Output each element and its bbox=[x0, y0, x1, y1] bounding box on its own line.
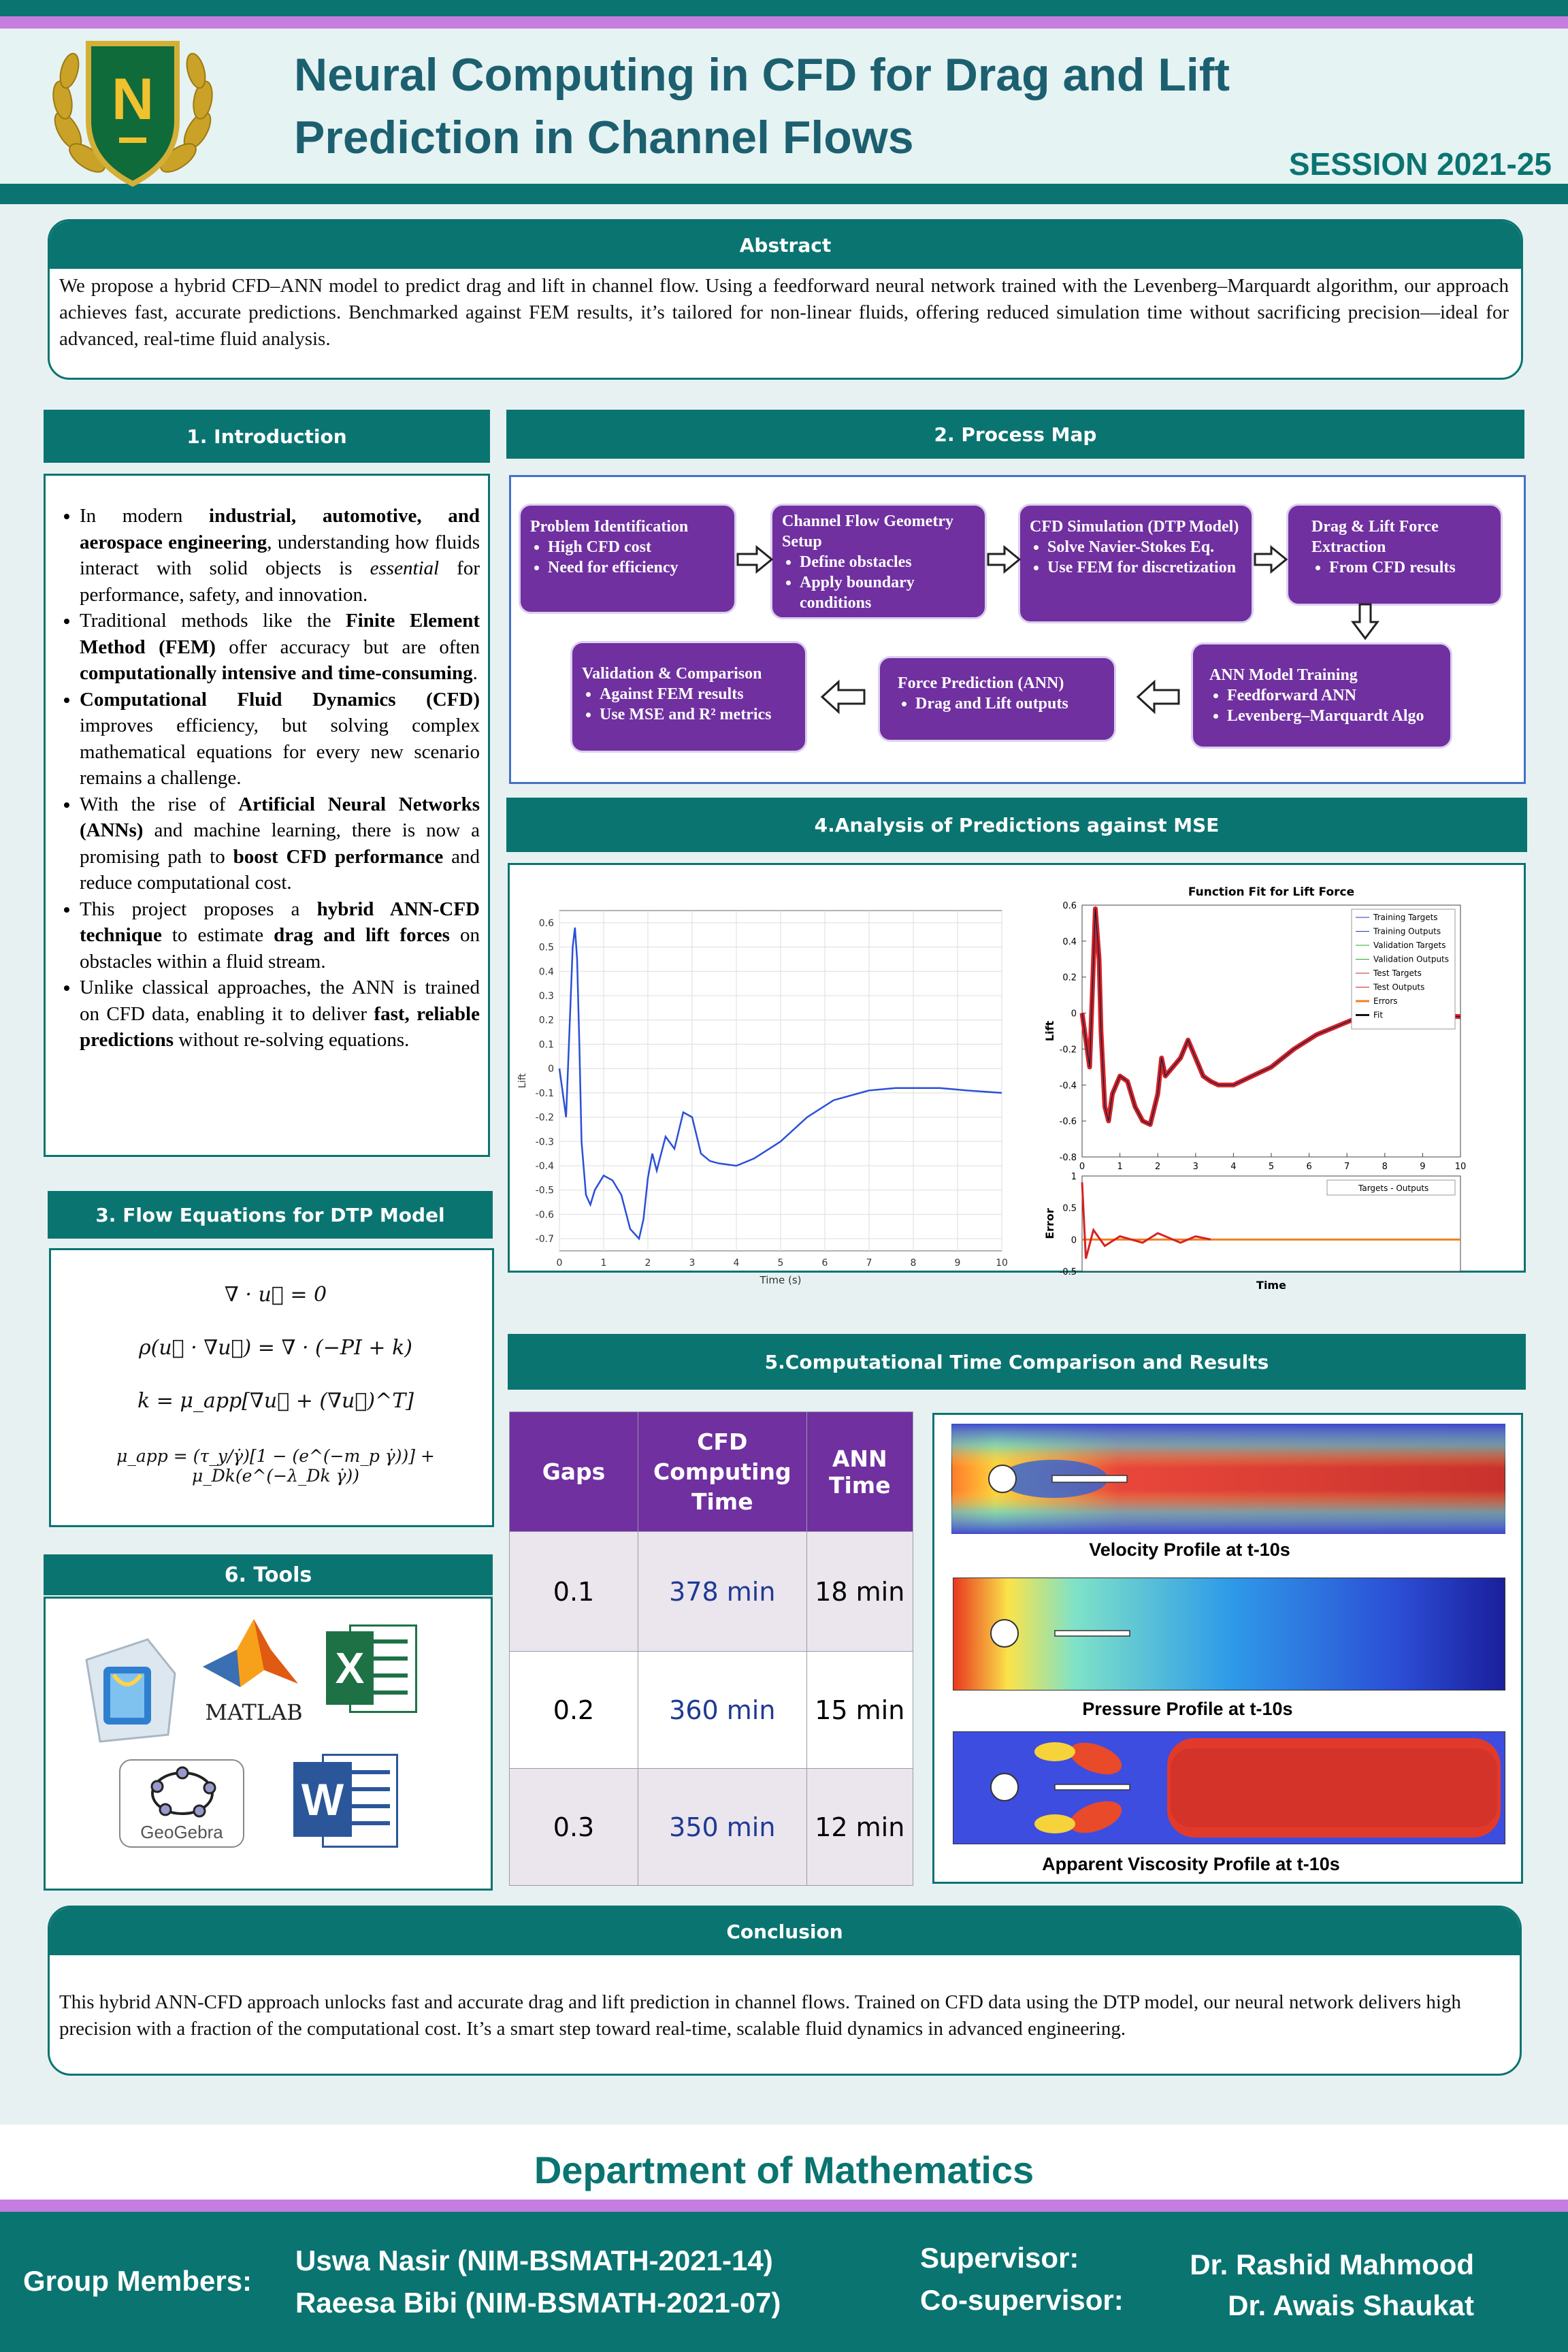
process-bullet: • Use FEM for discretization bbox=[1047, 557, 1245, 578]
process-box-title: Channel Flow Geometry Setup bbox=[782, 512, 953, 551]
cell-cfd: 350 min bbox=[638, 1769, 807, 1886]
viscosity-caption: Apparent Viscosity Profile at t-10s bbox=[1042, 1854, 1340, 1874]
cosupervisor-label: Co-supervisor: bbox=[920, 2284, 1124, 2316]
process-bullet: • Levenberg–Marquardt Algo bbox=[1227, 706, 1443, 726]
table-header-gaps: Gaps bbox=[510, 1412, 638, 1532]
x-tick-label: 4 bbox=[733, 1258, 740, 1269]
group-members-label: Group Members: bbox=[23, 2265, 252, 2297]
process-box-title: Force Prediction (ANN) bbox=[898, 674, 1064, 692]
intro-item: • Computational Fluid Dynamics (CFD) improves efficiency, but solving complex mathematical equations for every new scenario remains a challenge. bbox=[80, 687, 480, 791]
tools-title: 6. Tools bbox=[44, 1554, 493, 1595]
title-line-1: Neural Computing in CFD for Drag and Lift bbox=[294, 49, 1230, 101]
cell-cfd: 378 min bbox=[638, 1532, 807, 1652]
error-y-tick-label: 0.5 bbox=[1062, 1203, 1077, 1214]
x-tick-label: 7 bbox=[1344, 1162, 1350, 1172]
process-bullet: • Define obstacles bbox=[800, 552, 978, 572]
y-tick-label: -0.5 bbox=[535, 1185, 554, 1196]
x-tick-label: 5 bbox=[777, 1258, 784, 1269]
legend-item: Test Outputs bbox=[1373, 982, 1425, 992]
x-tick-label: 0 bbox=[1079, 1162, 1085, 1172]
function-fit-chart bbox=[1032, 878, 1481, 1300]
x-tick-label: 2 bbox=[644, 1258, 651, 1269]
process-box-title: Problem Identification bbox=[530, 518, 689, 536]
x-tick-label: 10 bbox=[996, 1258, 1008, 1269]
conclusion-title: Conclusion bbox=[50, 1908, 1520, 1955]
intro-item: • This project proposes a hybrid ANN-CFD technique to estimate drag and lift forces on obstacles within a fluid stream. bbox=[80, 896, 480, 975]
legend-item: Errors bbox=[1373, 996, 1398, 1006]
equation-viscosity: μ_app = (τ_y/γ̇)[1 − (e^(−m_p γ̇))] + μ_Dk(e^(−λ_Dk γ̇)) bbox=[116, 1446, 435, 1486]
abstract-title: Abstract bbox=[50, 221, 1521, 269]
x-tick-label: 8 bbox=[910, 1258, 917, 1269]
x-tick-label: 3 bbox=[689, 1258, 696, 1269]
x-tick-label: 9 bbox=[1420, 1162, 1426, 1172]
pressure-caption: Pressure Profile at t-10s bbox=[1082, 1699, 1293, 1719]
y-tick-label: 0.2 bbox=[1062, 973, 1077, 983]
title-line-2: Prediction in Channel Flows bbox=[294, 112, 914, 163]
process-box-title: ANN Model Training bbox=[1209, 666, 1358, 684]
table-row bbox=[510, 1769, 913, 1886]
x-tick-label: 8 bbox=[1382, 1162, 1388, 1172]
y-tick-label: 0 bbox=[548, 1064, 554, 1075]
member-1: Uswa Nasir (NIM-BSMATH-2021-14) bbox=[295, 2244, 773, 2276]
geogebra-label: GeoGebra bbox=[140, 1822, 223, 1842]
legend-item: Fit bbox=[1373, 1010, 1384, 1020]
process-bullet: • Solve Navier-Stokes Eq. bbox=[1047, 537, 1245, 557]
x-axis-label: Time bbox=[1256, 1279, 1286, 1292]
error-axis-label: Error bbox=[1043, 1208, 1056, 1239]
x-tick-label: 2 bbox=[1155, 1162, 1161, 1172]
velocity-caption: Velocity Profile at t-10s bbox=[1089, 1539, 1290, 1560]
x-tick-label: 1 bbox=[1117, 1162, 1123, 1172]
y-axis-label: Lift bbox=[517, 1073, 528, 1088]
x-axis-label: Time (s) bbox=[760, 1274, 802, 1286]
y-tick-label: -0.1 bbox=[535, 1088, 554, 1099]
legend-item: Validation Outputs bbox=[1373, 954, 1450, 964]
y-tick-label: -0.6 bbox=[1059, 1117, 1077, 1128]
y-tick-label: -0.8 bbox=[1059, 1153, 1077, 1163]
arrow-left-icon bbox=[1138, 682, 1179, 712]
y-tick-label: 0.4 bbox=[1062, 936, 1077, 947]
process-bullet: • From CFD results bbox=[1329, 557, 1494, 578]
conclusion-panel bbox=[48, 1906, 1522, 2076]
viscosity-profile-image bbox=[953, 1731, 1505, 1844]
y-tick-label: 0.3 bbox=[538, 991, 554, 1002]
table-row bbox=[510, 1532, 913, 1652]
lift-time-chart bbox=[512, 897, 1015, 1305]
excel-letter: X bbox=[326, 1631, 374, 1705]
process-bullet: • Use MSE and R² metrics bbox=[600, 704, 798, 725]
y-tick-label: -0.4 bbox=[1059, 1081, 1077, 1092]
table-header-cfd: CFD Computing Time bbox=[638, 1412, 807, 1532]
table-header-ann: ANN Time bbox=[806, 1412, 913, 1532]
legend-item: Validation Targets bbox=[1373, 941, 1446, 950]
comsol-icon bbox=[73, 1633, 182, 1748]
intro-item: • Traditional methods like the Finite Element Method (FEM) offer accuracy but are often computationally intensive and time-consuming. bbox=[80, 608, 480, 687]
results-table-wrapper bbox=[509, 1411, 913, 1886]
arrow-down-icon bbox=[1353, 604, 1377, 638]
error-y-tick-label: 1 bbox=[1071, 1172, 1077, 1182]
x-tick-label: 6 bbox=[821, 1258, 828, 1269]
process-arrows bbox=[0, 0, 1568, 817]
y-tick-label: 0.4 bbox=[538, 966, 554, 978]
analysis-title: 4.Analysis of Predictions against MSE bbox=[506, 798, 1527, 852]
x-tick-label: 0 bbox=[556, 1258, 563, 1269]
arrow-left-icon bbox=[822, 682, 864, 712]
y-tick-label: 0.5 bbox=[538, 942, 554, 953]
equation-stress: k = μ_app[∇u⃗ + (∇u⃗)^T] bbox=[137, 1389, 414, 1413]
x-tick-label: 5 bbox=[1268, 1162, 1275, 1172]
results-table bbox=[509, 1411, 913, 1886]
process-bullet: • Need for efficiency bbox=[548, 557, 728, 578]
logo-letter: N bbox=[111, 67, 154, 132]
results-title: 5.Computational Time Comparison and Results bbox=[508, 1334, 1526, 1390]
y-axis-label: Lift bbox=[1043, 1020, 1056, 1042]
y-tick-label: -0.2 bbox=[535, 1112, 554, 1124]
y-tick-label: 0.1 bbox=[538, 1039, 554, 1051]
process-bullet: • Drag and Lift outputs bbox=[915, 693, 1107, 714]
x-tick-label: 1 bbox=[600, 1258, 607, 1269]
tools-panel bbox=[44, 1597, 493, 1891]
cell-ann: 18 min bbox=[806, 1532, 913, 1652]
process-bullet: • Feedforward ANN bbox=[1227, 685, 1443, 706]
intro-title: 1. Introduction bbox=[44, 410, 490, 463]
abstract-text: We propose a hybrid CFD–ANN model to predict drag and lift in channel flow. Using a feedforward neural network trained with the Levenberg–Marquardt algorithm, our approach achieves fast, accurate predictions. Benchmarked against FEM results, it’s tailored for non-linear fluids, offering reduced simulation time without sacrificing precision—ideal for advanced, real-time fluid analysis. bbox=[59, 275, 1509, 350]
supervisor-label: Supervisor: bbox=[920, 2242, 1079, 2274]
legend-item: Training Outputs bbox=[1373, 926, 1441, 936]
arrow-right-icon bbox=[1255, 547, 1286, 572]
legend-item: Test Targets bbox=[1373, 968, 1422, 978]
y-tick-label: -0.4 bbox=[535, 1161, 554, 1172]
cell-cfd: 360 min bbox=[638, 1652, 807, 1769]
y-tick-label: -0.7 bbox=[535, 1234, 554, 1245]
y-tick-label: 0.6 bbox=[538, 917, 554, 929]
cell-ann: 15 min bbox=[806, 1652, 913, 1769]
equation-momentum: ρ(u⃗ · ∇u⃗) = ∇ · (−PI + k) bbox=[139, 1336, 412, 1360]
arrow-right-icon bbox=[988, 547, 1019, 572]
error-legend-item: Targets - Outputs bbox=[1358, 1183, 1429, 1193]
word-letter: W bbox=[293, 1762, 352, 1837]
x-tick-label: 7 bbox=[866, 1258, 872, 1269]
arrow-right-icon bbox=[738, 547, 772, 572]
table-row bbox=[510, 1652, 913, 1769]
footer-purple-stripe bbox=[0, 2200, 1568, 2212]
equations-panel bbox=[49, 1248, 494, 1527]
x-tick-label: 4 bbox=[1230, 1162, 1237, 1172]
cell-ann: 12 min bbox=[806, 1769, 913, 1886]
excel-icon bbox=[326, 1619, 419, 1718]
process-bullet: • Apply boundary conditions bbox=[800, 572, 978, 613]
velocity-profile-image bbox=[951, 1424, 1505, 1534]
session-label: SESSION 2021-25 bbox=[1288, 146, 1552, 182]
member-2: Raeesa Bibi (NIM-BSMATH-2021-07) bbox=[295, 2287, 781, 2319]
process-map-title: 2. Process Map bbox=[506, 410, 1524, 459]
process-box-title: Drag & Lift Force Extraction bbox=[1311, 518, 1439, 556]
legend-item: Training Targets bbox=[1373, 913, 1438, 922]
y-tick-label: -0.2 bbox=[1059, 1045, 1077, 1056]
process-box-title: CFD Simulation (DTP Model) bbox=[1030, 518, 1239, 536]
x-tick-label: 10 bbox=[1454, 1162, 1467, 1172]
error-y-tick-label: -0.5 bbox=[1059, 1267, 1077, 1277]
intro-item: • With the rise of Artificial Neural Networks (ANNs) and machine learning, there is now a promising path to boost CFD performance and reduce computational cost. bbox=[80, 791, 480, 896]
equation-continuity: ∇ · u⃗ = 0 bbox=[224, 1283, 327, 1307]
intro-item: • In modern industrial, automotive, and aerospace engineering, understanding how fluids interact with solid objects is essential for performance, safety, and innovation. bbox=[80, 503, 480, 608]
chart-title: Function Fit for Lift Force bbox=[1188, 885, 1355, 899]
intro-item: • Unlike classical approaches, the ANN is trained on CFD data, enabling it to deliver fast, reliable predictions without re-solving equations. bbox=[80, 975, 480, 1054]
equations-title: 3. Flow Equations for DTP Model bbox=[48, 1191, 493, 1239]
y-tick-label: 0 bbox=[1071, 1009, 1077, 1019]
process-bullet: • High CFD cost bbox=[548, 537, 728, 557]
process-bullet: • Against FEM results bbox=[600, 684, 798, 704]
cosupervisor-name: Dr. Awais Shaukat bbox=[1228, 2289, 1474, 2321]
y-tick-label: -0.6 bbox=[535, 1209, 554, 1221]
department-name: Department of Mathematics bbox=[534, 2149, 1034, 2191]
cell-gap: 0.2 bbox=[510, 1652, 638, 1769]
matlab-label: MATLAB bbox=[205, 1699, 303, 1725]
conclusion-text: This hybrid ANN-CFD approach unlocks fast and accurate drag and lift prediction in channel flows. Trained on CFD data using the DTP model, our neural network delivers high precision with a fraction of the computational cost. It’s a smart step toward real-time, scalable fluid dynamics in advanced engineering. bbox=[59, 1991, 1461, 2040]
word-icon bbox=[293, 1750, 402, 1852]
supervisor-name: Dr. Rashid Mahmood bbox=[1190, 2249, 1474, 2281]
x-tick-label: 3 bbox=[1192, 1162, 1198, 1172]
geogebra-icon bbox=[119, 1759, 244, 1848]
cell-gap: 0.1 bbox=[510, 1532, 638, 1652]
x-tick-label: 9 bbox=[954, 1258, 961, 1269]
matlab-icon bbox=[199, 1612, 301, 1694]
x-tick-label: 6 bbox=[1306, 1162, 1312, 1172]
error-y-tick-label: 0 bbox=[1071, 1235, 1077, 1246]
y-tick-label: 0.6 bbox=[1062, 901, 1077, 911]
y-tick-label: -0.3 bbox=[535, 1137, 554, 1148]
pressure-profile-image bbox=[953, 1578, 1505, 1690]
process-box-title: Validation & Comparison bbox=[582, 665, 762, 683]
cell-gap: 0.3 bbox=[510, 1769, 638, 1886]
y-tick-label: 0.2 bbox=[538, 1015, 554, 1026]
